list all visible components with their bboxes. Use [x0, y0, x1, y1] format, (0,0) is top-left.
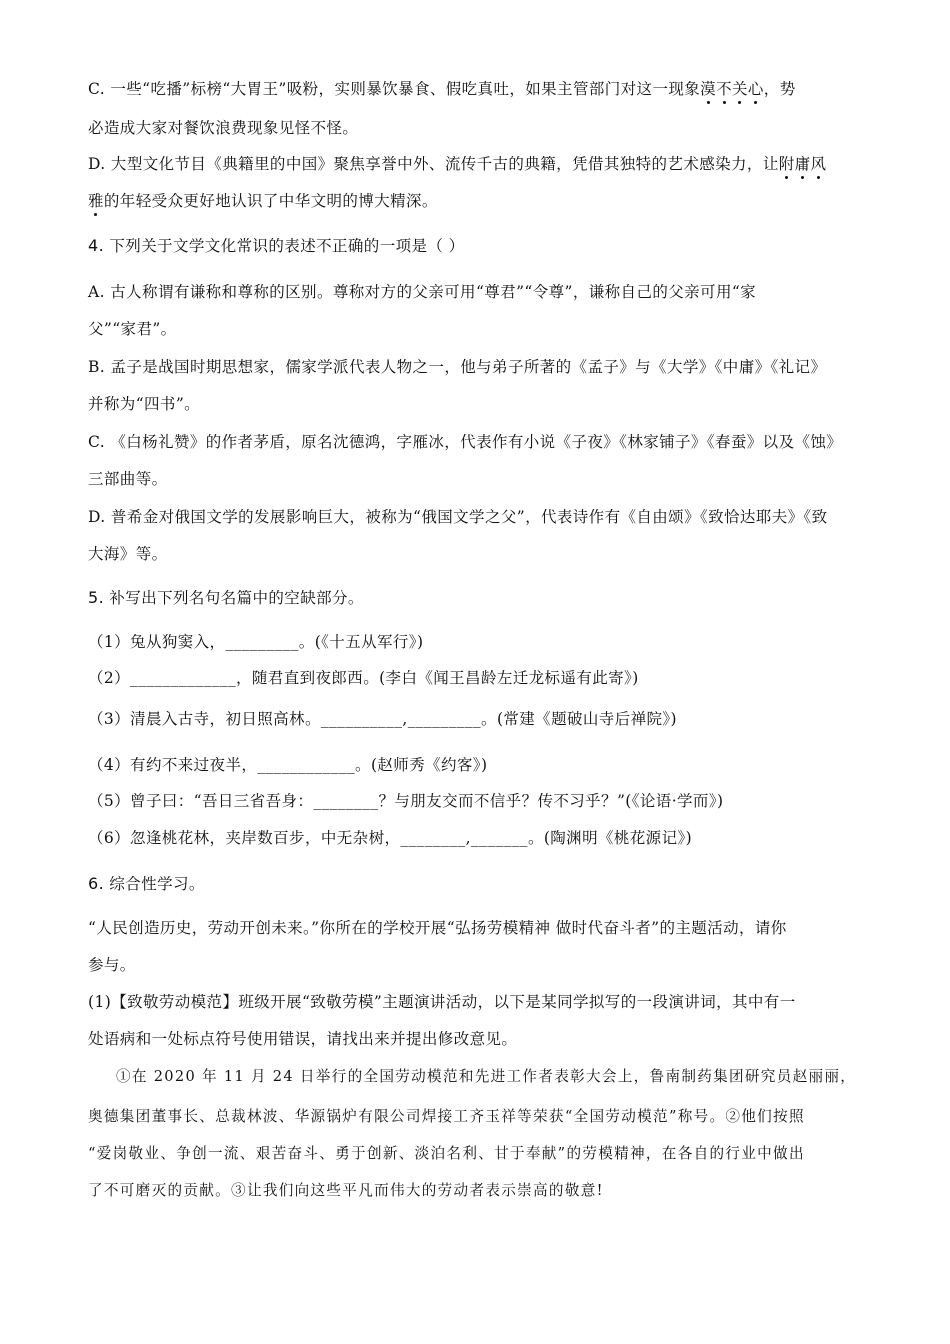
q4-option-b-line1: B. 孟子是战国时期思想家，儒家学派代表人物之一，他与弟子所著的《孟子》与《大学》《中庸》《礼记》: [88, 358, 827, 376]
q5-item-5: （5）曾子曰：“吾日三省吾身：________？与朋友交而不信乎？传不习乎？”(《论语·学而》): [88, 792, 724, 810]
q4-option-c-line2: 三部曲等。: [88, 470, 168, 488]
q6-number: 6.: [88, 874, 105, 893]
q3-option-d-text-a: D. 大型文化节目《典籍里的中国》聚焦享誉中外、流传千古的典籍，凭借其独特的艺术感染力，让: [88, 155, 779, 173]
q3-option-c-line2: 必造成大家对餐饮浪费现象见怪不怪。: [88, 119, 359, 137]
q6-task-line2: 处语病和一处标点符号使用错误，请找出来并提出修改意见。: [88, 1030, 518, 1048]
q5-stem: [88, 587, 364, 609]
q3-option-c-line1: [88, 78, 796, 100]
q4-stem-text: 下列关于文学文化常识的表述不正确的一项是（ ）: [109, 237, 465, 255]
q3-d-dotted-char-4: 雅: [88, 192, 104, 210]
speech-line-3: “爱岗敬业、争创一流、艰苦奋斗、勇于创新、淡泊名利、甘于奉献”的劳模精神，在各自的行业中做出: [88, 1145, 805, 1162]
q4-option-c-line1: C. 《白杨礼赞》的作者茅盾，原名沈德鸿，字雁冰，代表作有小说《子夜》《林家铺子》《春蚕》以及《蚀》: [88, 433, 843, 451]
q4-stem: [88, 235, 465, 257]
q3-dotted-char-4: 心: [747, 80, 764, 98]
q6-intro-line2: 参与。: [88, 956, 136, 974]
q4-option-d-line2: 大海》等。: [88, 545, 168, 563]
q5-item-6: （6）忽逢桃花林，夹岸数百步，中无杂树，________,_______。(陶渊明《桃花源记》): [88, 829, 693, 847]
q4-option-d-line1: D. 普希金对俄国文学的发展影响巨大，被称为“俄国文学之父”，代表诗作有《自由颂》《致恰达耶夫》《致: [88, 508, 828, 526]
q5-item-3: （3）清晨入古寺，初日照高林。__________,_________。(常建《题破山寺后禅院》): [88, 710, 677, 728]
q6-intro-line1: “人民创造历史，劳动开创未来。”你所在的学校开展“弘扬劳模精神 做时代奋斗者”的主题活动，请你: [88, 919, 787, 937]
q6-stem: [88, 873, 205, 895]
q5-number: 5.: [88, 588, 105, 607]
speech-line-1: ①在 2020 年 11 月 24 日举行的全国劳动模范和先进工作者表彰大会上，鲁南制药集团研究员赵丽丽，: [116, 1068, 857, 1085]
q5-stem-text: 补写出下列名句名篇中的空缺部分。: [109, 589, 364, 607]
speech-line-4: 了不可磨灭的贡献。③让我们向这些平凡而伟大的劳动者表示崇高的敬意!: [88, 1182, 604, 1199]
q3-option-d-line1: [88, 153, 826, 175]
q6-stem-text: 综合性学习。: [109, 875, 205, 893]
q3-option-c-text-b: ，势: [763, 80, 796, 98]
q6-task-line1: (1)【致敬劳动模范】班级开展“致敬劳模”主题演讲活动，以下是某同学拟写的一段演讲词，其中有一: [88, 993, 796, 1011]
q4-option-a-line2: 父”“家君”。: [88, 320, 177, 338]
q3-option-c-text-a: C. 一些“吃播”标榜“大胃王”吸粉，实则暴饮暴食、假吃真吐，如果主管部门对这一现象: [88, 80, 701, 98]
q3-d-dotted-char-1: 附: [778, 155, 795, 173]
q5-item-4: （4）有约不来过夜半，____________。(赵师秀《约客》): [88, 756, 488, 774]
q5-item-1: （1）兔从狗窦入，_________。(《十五从军行》): [88, 633, 424, 651]
q3-option-d-text-b: 的年轻受众更好地认识了中华文明的博大精深。: [103, 192, 438, 210]
q3-option-d-line2: [88, 190, 438, 212]
q3-dotted-char-1: 漠: [700, 80, 717, 98]
q5-item-2: （2）_____________，随君直到夜郎西。(李白《闻王昌龄左迁龙标遥有此寄》): [88, 669, 639, 687]
q4-option-b-line2: 并称为“四书”。: [88, 395, 201, 413]
q3-d-dotted-char-3: 风: [810, 155, 827, 173]
q4-option-a-line1: A. 古人称谓有谦称和尊称的区别。尊称对方的父亲可用“尊君”“令尊”，谦称自己的父亲可用“家: [88, 283, 757, 301]
q4-number: 4.: [88, 236, 105, 255]
speech-line-2: 奥德集团董事长、总裁林波、华源锅炉有限公司焊接工齐玉祥等荣获“全国劳动模范”称号。②他们按照: [88, 1108, 805, 1125]
q3-d-dotted-char-2: 庸: [794, 155, 811, 173]
q3-dotted-char-3: 关: [731, 80, 748, 98]
q3-dotted-char-2: 不: [716, 80, 732, 98]
